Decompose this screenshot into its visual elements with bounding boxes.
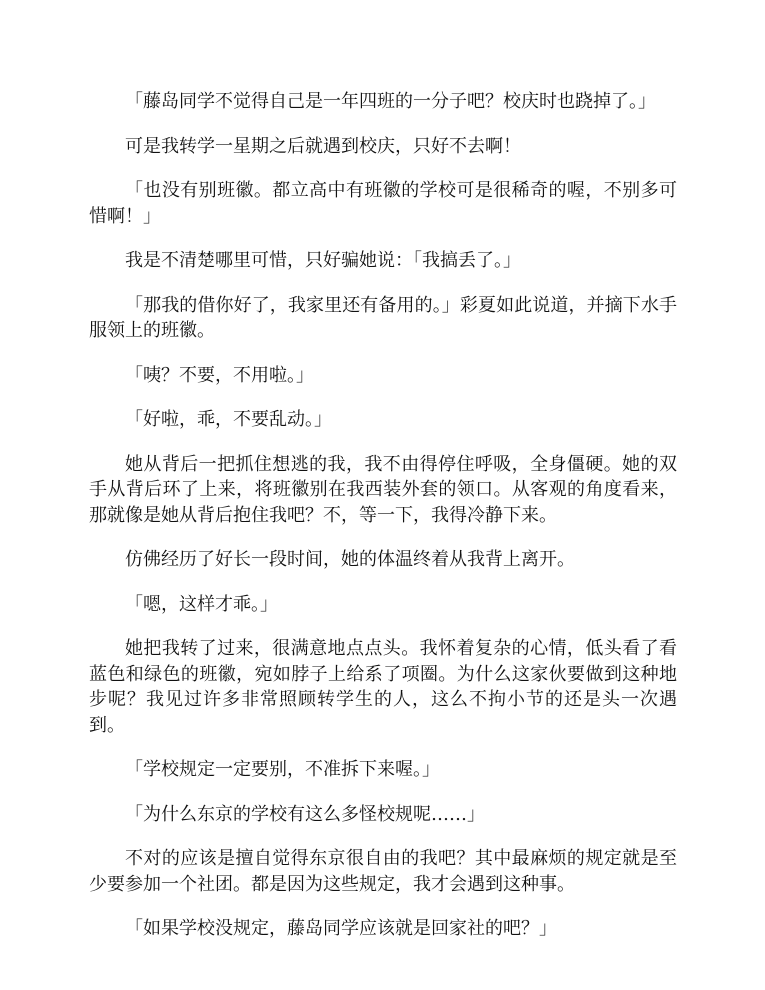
paragraph: 「学校规定一定要别，不准拆下来喔。」	[125, 759, 440, 780]
document-page	[89, 89, 677, 961]
paragraph: 「咦？不要，不用啦。」	[125, 364, 314, 386]
paragraph: 我是不清楚哪里可惜，只好骗她说：「我搞丢了。」	[125, 250, 521, 271]
paragraph: 「藤岛同学不觉得自己是一年四班的一分子吧？校庆时也跷掉了。」	[125, 91, 656, 112]
paragraph: 「嗯，这样才乖。」	[125, 593, 278, 615]
paragraph: 「如果学校没规定，藤岛同学应该就是回家社的吧？」	[125, 918, 557, 939]
paragraph: 「也没有别班徽。都立高中有班徽的学校可是很稀奇的喔，不别多可惜啊！」	[89, 180, 677, 227]
paragraph: 不对的应该是擅自觉得东京很自由的我吧？其中最麻烦的规定就是至少要参加一个社团。都是因为这些规定，我才会遇到这种事。	[89, 848, 677, 895]
paragraph: 她从背后一把抓住想逃的我，我不由得停住呼吸，全身僵硬。她的双手从背后环了上来，将班徽别在我西装外套的领口。从客观的角度看来，那就像是她从背后抱住我吧？不，等一下，我得冷静下来。	[89, 453, 677, 526]
paragraph: 「为什么东京的学校有这么多怪校规呢……」	[125, 803, 485, 825]
paragraph: 「好啦，乖，不要乱动。」	[125, 409, 332, 430]
paragraph: 「那我的借你好了，我家里还有备用的。」彩夏如此说道，并摘下水手服领上的班徽。	[89, 294, 677, 341]
paragraph: 仿佛经历了好长一段时间，她的体温终着从我背上离开。	[125, 549, 575, 570]
paragraph: 可是我转学一星期之后就遇到校庆，只好不去啊！	[125, 135, 521, 157]
paragraph: 她把我转了过来，很满意地点点头。我怀着复杂的心情，低头看了看蓝色和绿色的班徽，宛如脖子上给系了项圈。为什么这家伙要做到这种地步呢？我见过许多非常照顾转学生的人，这么不拘小节的还是头一次遇到。	[89, 638, 677, 736]
